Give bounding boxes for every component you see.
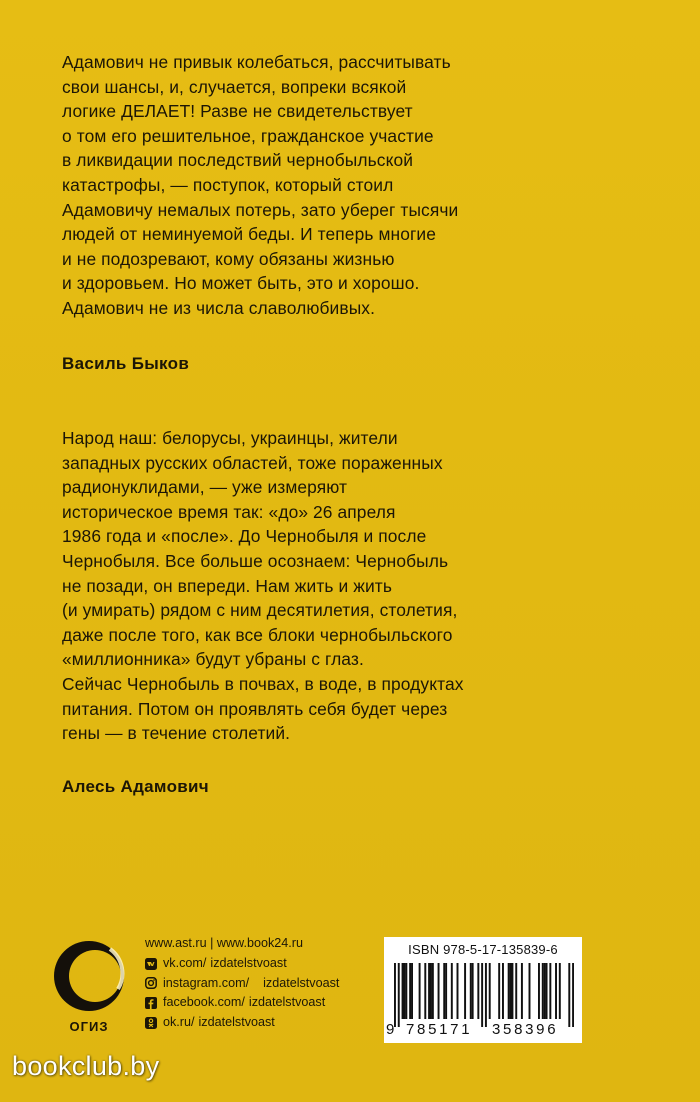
social-site: facebook.com/ [163, 995, 245, 1010]
barcode-bar [411, 963, 413, 1019]
quote-line: западных русских областей, тоже пораженных [62, 452, 443, 473]
watermark: bookclub.by [12, 1051, 160, 1081]
crescent-logo-icon [52, 937, 126, 1017]
social-link-facebook[interactable] [145, 993, 339, 1013]
social-link-instagram[interactable] [145, 974, 339, 994]
quote-adamovich [62, 426, 502, 746]
barcode-bar [464, 963, 466, 1019]
social-handle: izdatelstvoast [263, 975, 340, 990]
barcode-guard-bar [572, 963, 574, 1027]
barcode-bar [428, 963, 430, 1019]
facebook-icon [145, 997, 157, 1009]
barcode-bar [451, 963, 453, 1019]
quote-line: не позади, он впереди. Нам жить и жить [62, 575, 393, 596]
barcode-bar [498, 963, 500, 1019]
barcode-bar [419, 963, 421, 1019]
barcode-bar [502, 963, 504, 1019]
barcode-bar [432, 963, 434, 1019]
quote-line: в ликвидации последствий чернобыльской [62, 150, 414, 171]
quote-line: (и умирать) рядом с ним десятилетия, столетия, [62, 600, 458, 621]
quote-line: историческое время так: «до» 26 апреля [62, 501, 396, 522]
quote-author-bykov: Василь Быков [62, 354, 190, 373]
quote-bykov [62, 50, 502, 321]
barcode-bar [477, 963, 479, 1019]
barcode-bar [472, 963, 474, 1019]
barcode-guard-bar [485, 963, 487, 1027]
isbn-barcode [384, 937, 582, 1043]
barcode-digit-first: 9 [386, 1021, 398, 1038]
barcode-guard-bar [394, 963, 396, 1027]
quote-line: и здоровьем. Но может быть, это и хорошо. [62, 273, 420, 294]
social-link-vk[interactable] [145, 954, 339, 974]
social-site: instagram.com/ [163, 975, 250, 990]
publisher-logo [52, 937, 126, 1045]
quote-line: питания. Потом он проявлять себя будет через [62, 698, 448, 719]
publisher-websites[interactable] [145, 934, 339, 954]
quote-line: Народ наш: белорусы, украинцы, жители [62, 428, 398, 448]
barcode-bar [430, 963, 432, 1019]
barcode-bar [438, 963, 440, 1019]
barcode-bar [403, 963, 405, 1019]
social-link-odnoklassniki[interactable] [145, 1013, 339, 1033]
barcode-bar [515, 963, 517, 1019]
barcode-bar [549, 963, 551, 1019]
quote-line: катастрофы, — поступок, который стоил [62, 174, 394, 195]
quote-line: Адамович не привык колебаться, рассчитывать [62, 52, 451, 72]
barcode-bars [394, 963, 574, 1029]
quote-line: Чернобыля. Все больше осознаем: Чернобыль [62, 550, 449, 571]
social-handle: izdatelstvoast [210, 955, 287, 970]
quote-line: людей от неминуемой беды. И теперь многие [62, 224, 437, 245]
barcode-bar [489, 963, 491, 1019]
barcode-bar [546, 963, 548, 1019]
barcode-bar [544, 963, 546, 1019]
social-site: vk.com/ [163, 955, 207, 970]
websites-link[interactable]: www.ast.ru | www.book24.ru [145, 936, 303, 950]
vk-icon [145, 958, 157, 970]
barcode-bar [559, 963, 561, 1019]
quote-author-adamovich: Алесь Адамович [62, 777, 209, 796]
barcode-digits-left: 785171 [406, 1021, 473, 1038]
barcode-bar [405, 963, 407, 1019]
barcode-bar [542, 963, 544, 1019]
barcode-guard-bar [481, 963, 483, 1027]
quote-line: Сейчас Чернобыль в почвах, в воде, в продуктах [62, 673, 464, 694]
isbn-number: ISBN 978-5-17-135839-6 [408, 942, 558, 957]
barcode-bar [470, 963, 472, 1019]
barcode-digits-right: 358396 [492, 1021, 559, 1038]
quote-line: даже после того, как все блоки чернобыльского [62, 624, 453, 645]
barcode-bar [510, 963, 512, 1019]
barcode-bar [445, 963, 447, 1019]
barcode-guard-bar [398, 963, 400, 1027]
quote-line: и не подозревают, кому обязаны жизнью [62, 248, 395, 269]
barcode-bar [402, 963, 404, 1019]
quote-line: 1986 года и «после». До Чернобыля и после [62, 526, 427, 547]
barcode-bar [424, 963, 426, 1019]
barcode-guard-bar [568, 963, 570, 1027]
instagram-icon [145, 977, 157, 989]
publisher-contacts [145, 934, 339, 1033]
barcode-bar [443, 963, 445, 1019]
quote-line: свои шансы, и, случается, вопреки всякой [62, 76, 407, 97]
quote-line: «миллионника» будут убраны с глаз. [62, 649, 364, 670]
quote-line: логике ДЕЛАЕТ! Разве не свидетельствует [62, 101, 413, 122]
social-handle: izdatelstvoast [198, 1015, 275, 1030]
social-handle: izdatelstvoast [248, 995, 326, 1010]
quote-line: о том его решительное, гражданское участие [62, 125, 434, 146]
barcode-bar [409, 963, 411, 1019]
quote-line: Адамович не из числа славолюбивых. [62, 297, 376, 318]
odnoklassniki-icon [145, 1017, 157, 1029]
barcode-bar [508, 963, 510, 1019]
barcode-bar [521, 963, 523, 1019]
quote-line: гены — в течение столетий. [62, 723, 291, 744]
social-site: ok.ru/ [163, 1015, 195, 1030]
quote-line: Адамовичу немалых потерь, зато уберег тысячи [62, 199, 459, 220]
barcode-bar [529, 963, 531, 1019]
barcode-bar [555, 963, 557, 1019]
publisher-logo-text: ОГИЗ [69, 1019, 109, 1034]
barcode-bar [538, 963, 540, 1019]
barcode-bar [457, 963, 459, 1019]
quote-line: радионуклидами, — уже измеряют [62, 477, 348, 498]
barcode-bar [511, 963, 513, 1019]
